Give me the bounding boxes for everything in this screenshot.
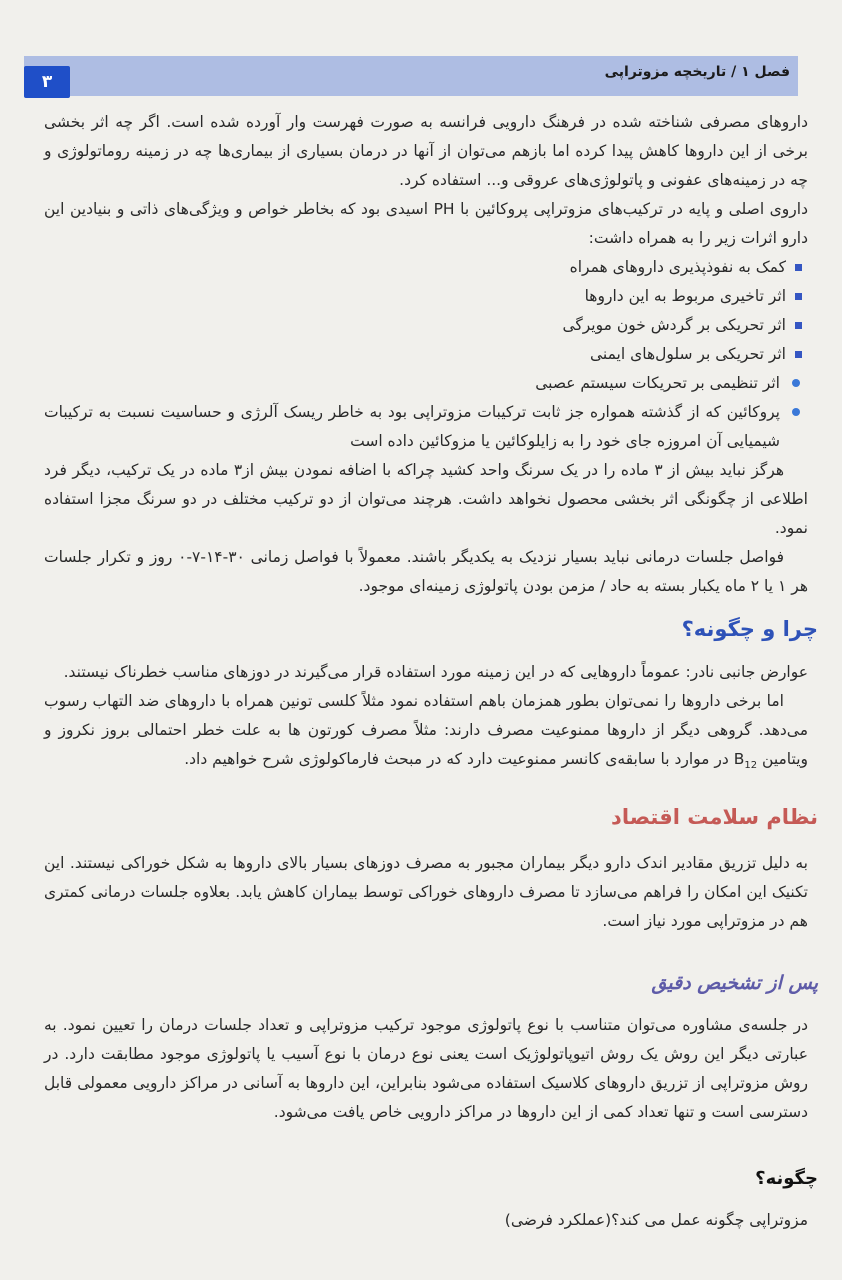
section-heading-how: چگونه؟ [755,1168,818,1189]
list-item: کمک به نفوذپذیری داروهای همراه [44,253,808,282]
side-effects-paragraph: عوارض جانبی نادر: عموماً داروهایی که در این زمینه مورد استفاده قرار می‌گیرند در دوزهای مناسب خطرناک نیستند. [63,663,808,681]
syringe-rule-paragraph: هرگز نباید بیش از ۳ ماده را در یک سرنگ واحد کشید چراکه با اضافه نمودن بیش از۳ ماده در یک ترکیب، دیگر فرد اطلاعی از چگونگی اثر بخشی محصول نخواهد داشت. هرچند می‌توان از دو ترکیب مختلف در دو سرنگ مجزا استفاده نمود. [44,461,808,537]
list-item: اثر تاخیری مربوط به این داروها [44,282,808,311]
contraindication-text: اما برخی داروها را نمی‌توان بطور همزمان باهم استفاده نمود مثلاً کلسی تونین همراه با داروهای ضد التهاب رسوب می‌دهد. گروهی دیگر از داروها ممنوعیت مصرف دارند: مثلاً مصرف کورتون ها به علت خطر احتمالی بروز نکروز و ویتامین [44,692,808,768]
contraindication-tail: در موارد با سابقه‌ی کانسر ممنوعیت دارد که در مبحث فارماکولوژی شرح خواهیم داد. [184,750,734,768]
economy-block [44,849,808,936]
contraindication-paragraph [44,687,808,780]
notes-list [44,369,808,456]
vitamin-b12-label: $B_{12}$ [733,750,758,772]
section-heading-economy: نظام سلامت اقتصاد [611,805,818,829]
session-interval-paragraph: فواصل جلسات درمانی نباید بسیار نزدیک به یکدیگر باشند. معمولاً با فواصل زمانی ۳۰-۱۴-۷-۰ روز و تکرار جلسات هر ۱ یا ۲ ماه یکبار بسته به حاد / مزمن بودن پاتولوژی زمینه‌ای موجود. [44,548,808,595]
intro-block [44,108,808,601]
list-item: اثر تنظیمی بر تحریکات سیستم عصبی [44,369,808,398]
diagnosis-paragraph: در جلسه‌ی مشاوره می‌توان متناسب با نوع پاتولوژی موجود ترکیب مزوتراپی و تعداد جلسات درمان را تعیین نمود. به عبارتی دیگر این روش یک روش اتیوپاتولوژیک است یعنی نوع درمان با نوع آسیب یا پاتولوژی موجود مطابقت دارد. در روش مزوتراپی از تزریق داروهای کلاسیک استفاده می‌شود بنابراین، این داروها به آسانی در مراکز دارویی معمولی قابل دسترسی است و تنها تعداد کمی از این داروها در مراکز دارویی خاص یافت می‌شود. [44,1016,808,1121]
intro-paragraph-2: داروی اصلی و پایه در ترکیب‌های مزوتراپی پروکائین با PH اسیدی بود که بخاطر خواص و ویژگی‌های ذاتی و بنیادین این دارو اثرات زیر را به همراه داشت: [44,200,808,247]
economy-paragraph: به دلیل تزریق مقادیر اندک دارو دیگر بیماران مجبور به مصرف دوزهای بسیار بالای داروها به شکل خوراکی نیستند. این تکنیک این امکان را فراهم می‌سازد تا مصرف داروهای خوراکی توسط بیماران کاهش یابد. بعلاوه جلسات درمانی کمتری هم در مزوتراپی مورد نیاز است. [44,854,808,930]
list-item: پروکائین که از گذشته همواره جز ثابت ترکیبات مزوتراپی بود به خاطر ریسک آلرژی و حساسیت نسبت به ترکیبات شیمیایی آن امروزه جای خود را به زایلوکائین یا مزوکائین داده است [44,398,808,456]
list-item: اثر تحریکی بر گردش خون مویرگی [44,311,808,340]
chapter-title: فصل ۱ / تاریخچه مزوتراپی [604,64,790,80]
how-block [44,1206,808,1235]
diagnosis-block [44,1011,808,1127]
section-heading-diagnosis: پس از تشخیص دقیق [651,972,818,994]
list-item: اثر تحریکی بر سلول‌های ایمنی [44,340,808,369]
section-heading-why: چرا و چگونه؟ [681,617,818,641]
effects-list [44,253,808,369]
how-paragraph: مزوتراپی چگونه عمل می کند؟(عملکرد فرضی) [504,1211,808,1229]
why-block [44,658,808,780]
intro-paragraph-1: داروهای مصرفی شناخته شده در فرهنگ دارویی فرانسه به صورت فهرست وار آورده شده است. اگر چه اثر بخشی برخی از این داروها کاهش پیدا کرده اما بازهم می‌توان از آنها در درمان بسیاری از بیماری‌ها چه در زمینه روماتولوژی و چه در زمینه‌های عفونی و پاتولوژی‌های عروقی و... استفاده کرد. [44,113,808,189]
page-number-badge: ۳ [24,66,70,98]
